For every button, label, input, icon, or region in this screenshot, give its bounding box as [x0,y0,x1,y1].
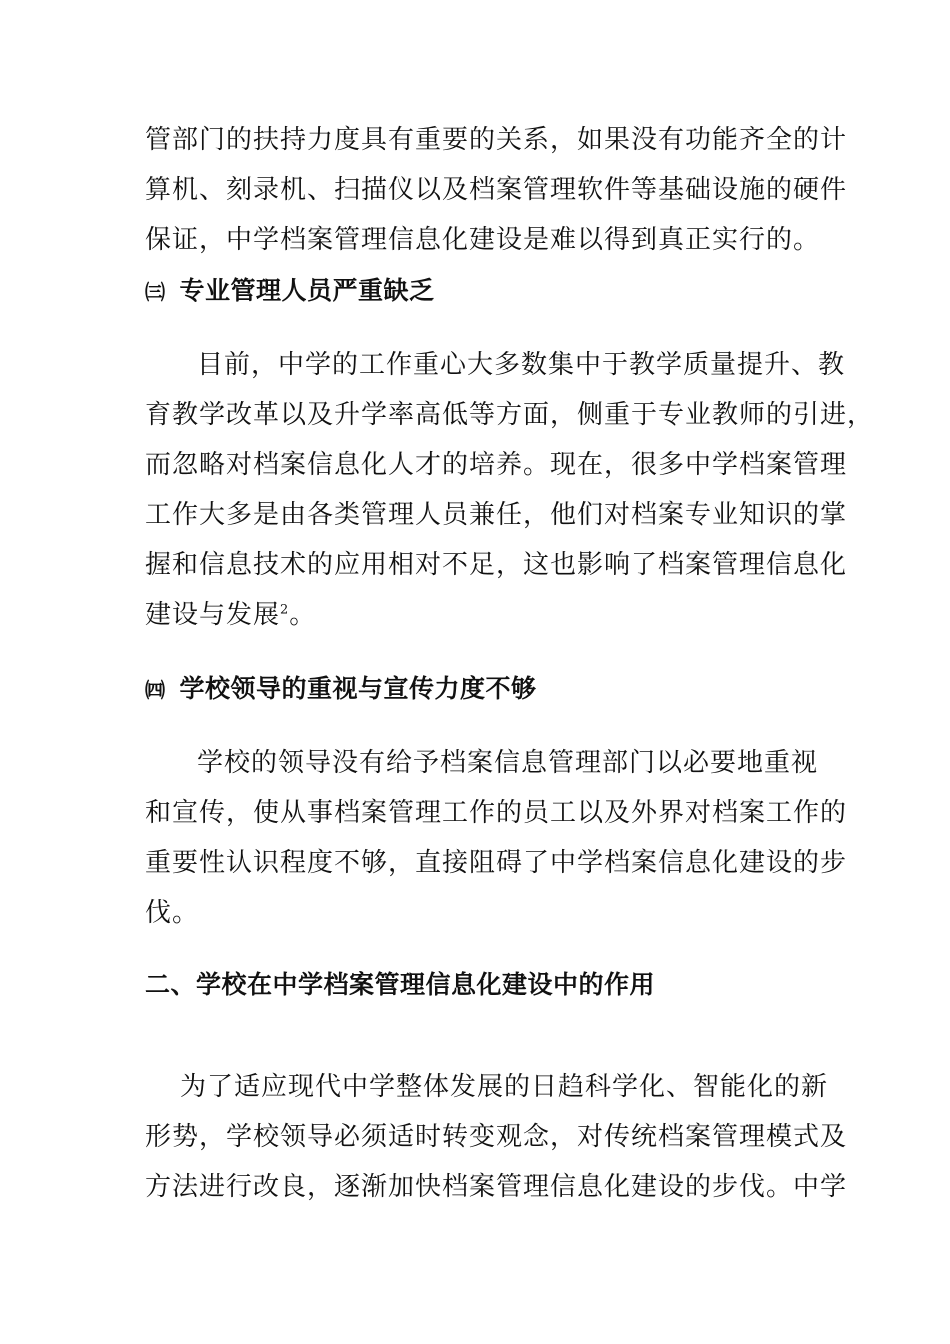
section-number: ㈣ [145,678,166,702]
paragraph-line: 管部门的扶持力度具有重要的关系，如果没有功能齐全的计 [145,125,848,155]
paragraph-line: 伐。 [145,898,200,928]
paragraph-line: 握和信息技术的应用相对不足，这也影响了档案管理信息化 [145,550,848,580]
section-heading [145,275,435,308]
paragraph-line: 算机、刻录机、扫描仪以及档案管理软件等基础设施的硬件 [145,175,848,205]
paragraph-text: 建设与发展 [145,600,281,630]
paragraph-line: 重要性认识程度不够，直接阻碍了中学档案信息化建设的步 [145,848,848,878]
footnote-marker: 2 [280,602,290,618]
section-heading-text: 学校领导的重视与宣传力度不够 [179,674,537,703]
section-heading-text: 专业管理人员严重缺乏 [179,276,435,305]
paragraph-line: 方法进行改良，逐渐加快档案管理信息化建设的步伐。中学 [145,1172,848,1202]
paragraph-line: 为了适应现代中学整体发展的日趋科学化、智能化的新 [180,1072,829,1102]
section-heading [145,673,537,706]
paragraph-punctuation: 。 [289,600,317,630]
section-number: ㈢ [145,280,166,304]
paragraph-line: 目前，中学的工作重心大多数集中于教学质量提升、教 [197,350,846,380]
paragraph-line: 育教学改革以及升学率高低等方面，侧重于专业教师的引进， [145,400,875,430]
paragraph-line: 保证，中学档案管理信息化建设是难以得到真正实行的。 [145,225,821,255]
paragraph-line [145,599,316,631]
paragraph-line: 和宣传，使从事档案管理工作的员工以及外界对档案工作的 [145,798,848,828]
paragraph-line: 形势，学校领导必须适时转变观念，对传统档案管理模式及 [145,1122,848,1152]
paragraph-line: 学校的领导没有给予档案信息管理部门以必要地重视 [197,748,819,778]
paragraph-line: 而忽略对档案信息化人才的培养。现在，很多中学档案管理 [145,450,848,480]
chapter-heading: 二、学校在中学档案管理信息化建设中的作用 [145,970,656,999]
paragraph-line: 工作大多是由各类管理人员兼任，他们对档案专业知识的掌 [145,500,848,530]
